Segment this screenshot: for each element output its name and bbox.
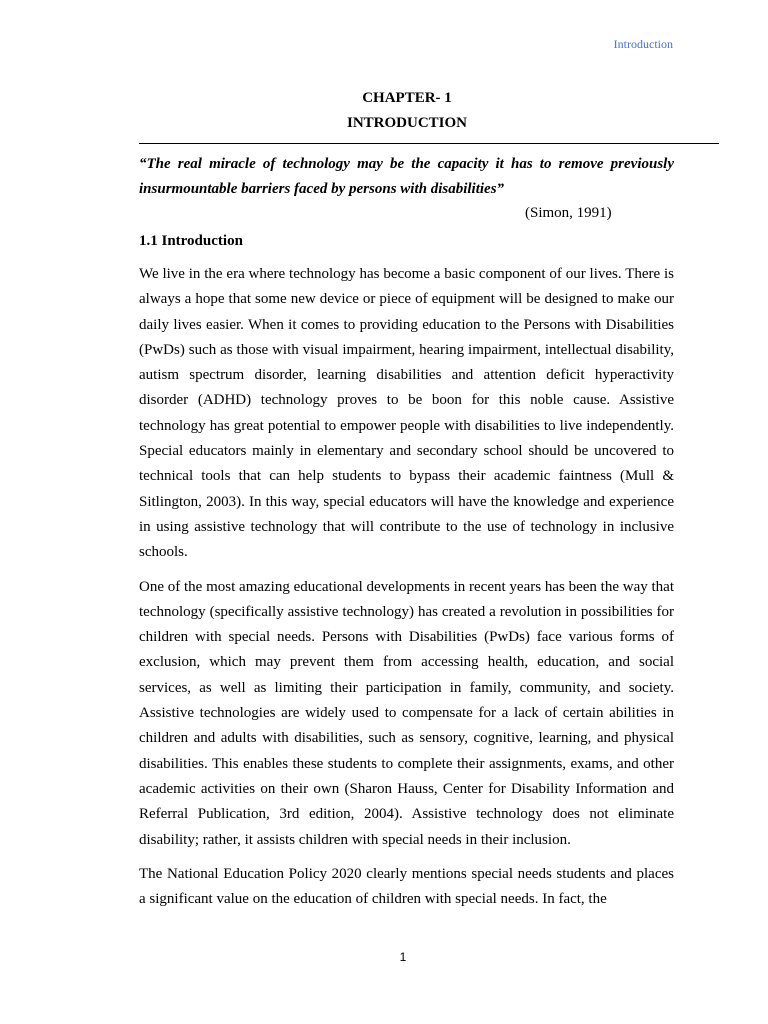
epigraph-citation: (Simon, 1991) <box>525 205 612 221</box>
chapter-number: CHAPTER- 1 <box>362 90 452 106</box>
section-heading: 1.1 Introduction <box>139 233 243 249</box>
paragraph-1: We live in the era where technology has become a basic component of our lives. There is always a hope that some new device or piece of equipment will be designed to make our daily lives easier. When it comes to providing education to the Persons with Disabilities (PwDs) such as those with visual impairment, hearing impairment, intellectual disability, autism spectrum disorder, learning disabilities and attention deficit hyperactivity disorder (ADHD) technology proves to be boon for this noble cause. Assistive technology has great potential to empower people with disabilities to live independently. Special educators mainly in elementary and secondary school should be uncovered to technical tools that can help students to bypass their academic faintness (Mull & Sitlington, 2003). In this way, special educators will have the knowledge and experience in using assistive technology that will contribute to the use of technology in inclusive schools. <box>139 266 674 561</box>
paragraph-3: The National Education Policy 2020 clearly mentions special needs students and places a significant value on the education of children with special needs. In fact, the <box>139 865 674 908</box>
page-number: 1 <box>399 950 407 964</box>
chapter-title: INTRODUCTION <box>346 115 467 131</box>
heading-divider <box>139 143 719 144</box>
page-body <box>139 152 674 912</box>
paragraph-2: One of the most amazing educational developments in recent years has been the way that technology (specifically assistive technology) has created a revolution in possibilities for children with special needs. Persons with Disabilities (PwDs) face various forms of exclusion, which may prevent them from accessing health, education, and social services, as well as limiting their participation in family, community, and society. Assistive technologies are widely used to compensate for a lack of certain abilities in children and adults with disabilities, such as sensory, cognitive, learning, and physical disabilities. This enables these students to complete their assignments, exams, and other academic activities on their own (Sharon Hauss, Center for Disability Information and Referral Publication, 3rd edition, 2004). Assistive technology does not eliminate disability; rather, it assists children with special needs in their inclusion. <box>139 578 674 848</box>
chapter-heading <box>0 86 768 136</box>
running-header: Introduction <box>613 37 673 51</box>
epigraph-quote: “The real miracle of technology may be the capacity it has to remove previously insurmountable barriers faced by persons with disabilities” <box>139 156 674 197</box>
